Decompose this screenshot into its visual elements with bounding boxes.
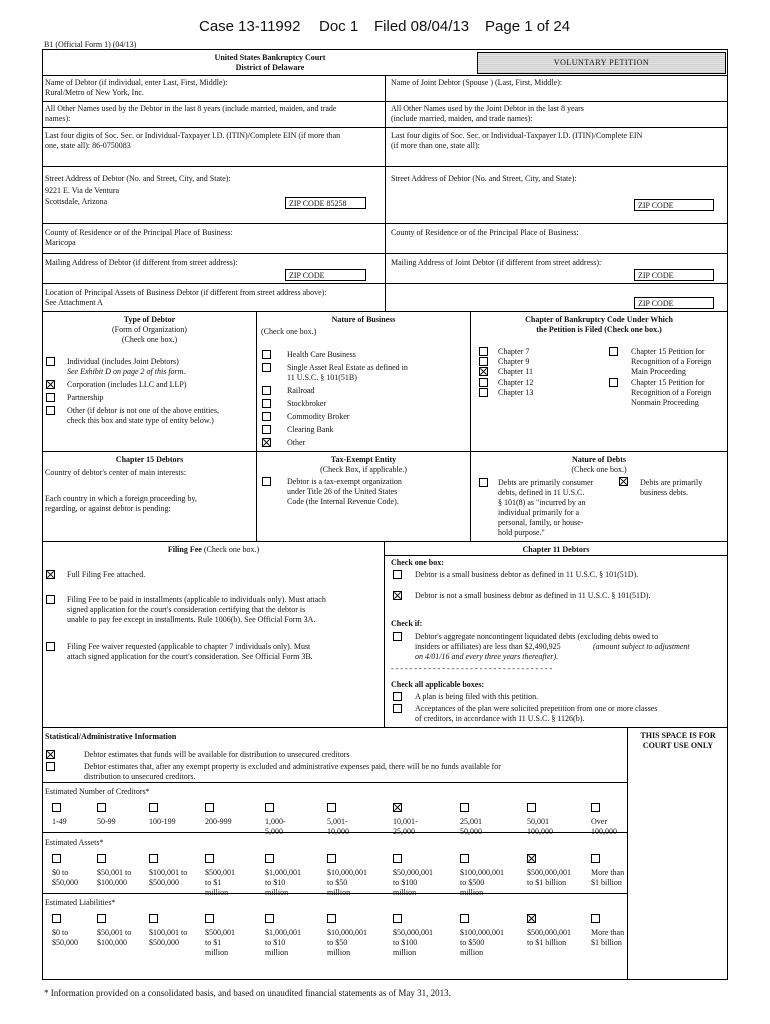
type-corporation-label: Corporation (includes LLC and LLP) [67,380,187,389]
type-partnership-checkbox[interactable] [46,393,55,402]
ch11-dashes: - - - - - - - - - - - - - - - - - - - - - - - - - - - - - - - - - - - [391,664,553,673]
creditors-range-checkbox[interactable] [327,803,336,812]
fee-waiver-checkbox[interactable] [46,642,55,651]
location-zip: ZIP CODE [634,297,714,309]
plan-filed-checkbox[interactable] [393,692,402,701]
liabilities-range-label: $500,000,001 to $1 billion [527,928,571,947]
chapter-15-main-label: Chapter 15 Petition for Recognition of a Foreign Main Proceeding [631,347,712,376]
other-names-label: All Other Names used by the Debtor in the last 8 years (include married, maiden, and trade names): [45,104,337,123]
fee-full-checkbox[interactable] [46,570,55,579]
small-business-checkbox[interactable] [393,570,402,579]
ch11-check-one: Check one box: [391,558,444,567]
not-small-business-label: Debtor is not a small business debtor as defined in 11 U.S.C. § 101(51D). [415,591,651,600]
tax-exempt-label: Debtor is a tax-exempt organization under Title 26 of the United States Code (the Internal Revenue Code). [287,477,402,506]
creditors-range-label: 5,001- [327,817,348,826]
assets-range-checkbox[interactable] [97,854,106,863]
ssn-label: Last four digits of Soc. Sec. or Individual-Taxpayer I.D. (ITIN)/Complete EIN (if more than one, state all): 86-0750083 [45,131,341,150]
assets-range-checkbox[interactable] [527,854,536,863]
form-id: B1 (Official Form 1) (04/13) [44,40,137,49]
assets-range-label: More than $1 billion [591,868,625,887]
aggregate-debts-label: Debtor's aggregate noncontingent liquidated debts (excluding debts owed to insiders or affiliates) are less than $2,490,925 [415,632,659,651]
county-label: County of Residence or of the Principal Place of Business: [45,228,233,237]
nob-commodity-checkbox[interactable] [262,412,271,421]
type-of-debtor-sub1: (Form of Organization) [112,325,187,334]
liabilities-range-checkbox[interactable] [265,914,274,923]
ch11-check-if: Check if: [391,619,423,628]
fee-full-label: Full Filing Fee attached. [67,570,146,579]
aggregate-debts-checkbox[interactable] [393,632,402,641]
creditors-label: Estimated Number of Creditors* [45,787,150,796]
funds-available-checkbox[interactable] [46,750,55,759]
ch15-country: Country of debtor's center of main interests: [45,468,186,477]
liabilities-range-label: $100,001 to $500,000 [149,928,188,947]
creditors-range-checkbox[interactable] [393,803,402,812]
chapter-9-checkbox[interactable] [479,357,488,366]
county-value: Maricopa [45,238,76,247]
nature-debts-sub: (Check one box.) [571,465,627,474]
filing-fee-title: Filing Fee (Check one box.) [167,545,260,554]
no-funds-checkbox[interactable] [46,762,55,771]
street-label: Street Address of Debtor (No. and Street, City, and State): [45,174,231,183]
consumer-debts-checkbox[interactable] [479,478,488,487]
liabilities-range-checkbox[interactable] [527,914,536,923]
business-debts-label: Debts are primarily business debts. [640,478,703,497]
liabilities-range-label: $0 to $50,000 [52,928,78,947]
liabilities-range-label: $50,001 to $100,000 [97,928,132,947]
assets-range-label: $50,000,001 to $100 [393,868,433,887]
creditors-range-checkbox[interactable] [97,803,106,812]
creditors-range-checkbox[interactable] [149,803,158,812]
joint-ssn-label: Last four digits of Soc. Sec. or Individual-Taxpayer I.D. (ITIN)/Complete EIN (if more than one, state all): [391,131,643,150]
creditors-range-checkbox[interactable] [527,803,536,812]
plan-filed-label: A plan is being filed with this petition. [415,692,539,701]
assets-range-label: $500,000,001 to $1 billion [527,868,571,887]
assets-range-checkbox[interactable] [265,854,274,863]
footnote: * Information provided on a consolidated basis, and based on unaudited financial statements as of May 31, 2013. [44,988,451,998]
assets-label: Estimated Assets* [45,838,104,847]
court-name: United States Bankruptcy Court [214,53,326,62]
liabilities-range-checkbox[interactable] [460,914,469,923]
chapter-title2: the Petition is Filed (Check one box.) [536,325,662,334]
liabilities-range-checkbox[interactable] [97,914,106,923]
chapter-15-nonmain-label: Chapter 15 Petition for Recognition of a Foreign Nonmain Proceeding [631,378,712,407]
case-number: Case 13-11992 [199,18,301,35]
chapter-13-checkbox[interactable] [479,388,488,397]
nob-railroad-checkbox[interactable] [262,386,271,395]
type-corporation-checkbox[interactable] [46,380,55,389]
funds-available-label: Debtor estimates that funds will be available for distribution to unsecured creditors [84,750,350,759]
creditors-range-label: 50,001 [527,817,549,826]
chapter-11-label: Chapter 11 [498,367,534,376]
mailing-zip: ZIP CODE [285,269,366,281]
assets-range-label: $0 to $50,000 [52,868,78,887]
assets-range-checkbox[interactable] [591,854,600,863]
chapter-7-checkbox[interactable] [479,347,488,356]
nob-clearing-label: Clearing Bank [287,425,334,434]
creditors-range-label: 10,001- [393,817,418,826]
liabilities-range-checkbox[interactable] [52,914,61,923]
liabilities-range-label: $100,000,001 to $500 million [460,928,504,957]
court-use-only: THIS SPACE IS FOR COURT USE ONLY [640,731,716,750]
creditors-range-checkbox[interactable] [52,803,61,812]
joint-zip: ZIP CODE [634,199,714,211]
nob-health-label: Health Care Business [287,350,356,359]
nob-other-label: Other [287,438,306,447]
debtor-zip: ZIP CODE 85258 [285,197,366,209]
statistical-title: Statistical/Administrative Information [45,732,177,741]
liabilities-range-checkbox[interactable] [591,914,600,923]
liabilities-range-label: More than $1 billion [591,928,625,947]
acceptances-label: Acceptances of the plan were solicited prepetition from one or more classes of creditors, in accordance with 11 U.S.C. § 1126(b). [415,704,658,723]
nob-commodity-label: Commodity Broker [287,412,350,421]
type-other-checkbox[interactable] [46,406,55,415]
chapter-11-checkbox[interactable] [479,367,488,376]
chapter-15-main-checkbox[interactable] [609,347,618,356]
assets-range-label: $10,000,001 to $50 [327,868,367,887]
type-partnership-label: Partnership [67,393,104,402]
type-individual-note: See Exhibit D on page 2 of this form. [67,367,186,376]
ch15-each: Each country in which a foreign proceeding by, regarding, or against debtor is pending: [45,494,197,513]
court-district: District of Delaware [235,63,305,72]
liabilities-range-label: $500,001 to $1 million [205,928,235,957]
not-small-business-checkbox[interactable] [393,591,402,600]
creditors-range-label: 1-49 [52,817,67,826]
assets-range-label: $500,001 to $1 [205,868,235,887]
nob-health-checkbox[interactable] [262,350,271,359]
location-label: Location of Principal Assets of Business Debtor (if different from street address above): [45,288,327,297]
debtor-name-label: Name of Debtor (if individual, enter Last, First, Middle): [45,78,228,87]
assets-range-label: $100,001 to $500,000 [149,868,188,887]
tax-exempt-title: Tax-Exempt Entity [330,455,397,464]
nob-stockbroker-checkbox[interactable] [262,399,271,408]
nature-business-title: Nature of Business [331,315,396,324]
street-line1: 9221 E. Via de Ventura [45,186,120,195]
type-of-debtor-sub2: (Check one box.) [121,335,178,344]
chapter-9-label: Chapter 9 [498,357,530,366]
liabilities-range-label: $1,000,001 to $10 million [265,928,301,957]
assets-range-checkbox[interactable] [327,854,336,863]
nob-real-estate-checkbox[interactable] [262,363,271,372]
assets-range-checkbox[interactable] [460,854,469,863]
liabilities-range-checkbox[interactable] [393,914,402,923]
liabilities-range-label: $50,000,001 to $100 million [393,928,433,957]
nob-real-estate-label: Single Asset Real Estate as defined in 11 U.S.C. § 101(51B) [287,363,408,382]
creditors-range-label: 1,000- [265,817,286,826]
ch15-title: Chapter 15 Debtors [115,455,184,464]
nature-debts-title: Nature of Debts [571,455,627,464]
type-other-label: Other (if debtor is not one of the above entities, check this box and state type of entity below.) [67,406,219,425]
type-individual-label: Individual (includes Joint Debtors) [67,357,179,366]
street-line2: Scottsdale, Arizona [45,197,108,206]
ch11-title: Chapter 11 Debtors [522,545,590,554]
joint-mailing-label: Mailing Address of Joint Debtor (if different from street address): [391,258,602,267]
chapter-12-checkbox[interactable] [479,378,488,387]
doc-number: Doc 1 [319,18,359,35]
creditors-range-label: 200-999 [205,817,232,826]
nob-other-checkbox[interactable] [262,438,271,447]
creditors-range-label: 25,001 [460,817,482,826]
debtor-name-value: Rural/Metro of New York, Inc. [45,88,144,97]
chapter-15-nonmain-checkbox[interactable] [609,378,618,387]
liabilities-label: Estimated Liabilities* [45,898,116,907]
nature-business-sub: (Check one box.) [261,327,317,336]
type-individual-checkbox[interactable] [46,357,55,366]
fee-installments-label: Filing Fee to be paid in installments (applicable to individuals only). Must attach signed application for the court's consideration certifying that the debtor is unable to pay fee except in installments. Rule 1006(b). See Official Form 3A. [67,595,326,624]
assets-range-checkbox[interactable] [205,854,214,863]
tax-exempt-sub: (Check Box, if applicable.) [320,465,407,474]
mailing-label: Mailing Address of Debtor (if different from street address): [45,258,238,267]
joint-debtor-name-label: Name of Joint Debtor (Spouse ) (Last, First, Middle): [391,78,563,87]
consumer-debts-label: Debts are primarily consumer debts, defined in 11 U.S.C. § 101(8) as "incurred by an individual primarily for a personal, family, or house- hold purpose." [498,478,594,537]
small-business-label: Debtor is a small business debtor as defined in 11 U.S.C. § 101(51D). [415,570,639,579]
assets-range-label: $50,001 to $100,000 [97,868,132,887]
chapter-title1: Chapter of Bankruptcy Code Under Which [525,315,673,324]
chapter-12-label: Chapter 12 [498,378,534,387]
page-number: Page 1 of 24 [485,18,571,35]
creditors-range-checkbox[interactable] [591,803,600,812]
chapter-13-label: Chapter 13 [498,388,534,397]
fee-waiver-label: Filing Fee waiver requested (applicable to chapter 7 individuals only). Must attach signed application for the court's consideration. See Official Form 3B. [67,642,313,661]
chapter-7-label: Chapter 7 [498,347,530,356]
voluntary-petition-banner: VOLUNTARY PETITION [477,52,726,74]
filed-date: Filed 08/04/13 [374,18,470,35]
tax-exempt-checkbox[interactable] [262,477,271,486]
location-value: See Attachment A [45,298,103,307]
assets-range-checkbox[interactable] [149,854,158,863]
creditors-range-label: 50-99 [97,817,116,826]
assets-range-label: $100,000,001 to $500 [460,868,504,887]
assets-range-checkbox[interactable] [393,854,402,863]
business-debts-checkbox[interactable] [619,477,628,486]
creditors-range-label: 100-199 [149,817,176,826]
creditors-range-checkbox[interactable] [205,803,214,812]
aggregate-debts-note2: on 4/01/16 and every three years thereafter). [415,652,559,661]
liabilities-range-checkbox[interactable] [327,914,336,923]
no-funds-label: Debtor estimates that, after any exempt property is excluded and administrative expenses paid, there will be no funds available for distribution to unsecured creditors. [84,762,501,781]
creditors-range-checkbox[interactable] [265,803,274,812]
assets-range-label: $1,000,001 to $10 [265,868,301,887]
creditors-range-checkbox[interactable] [460,803,469,812]
nob-clearing-checkbox[interactable] [262,425,271,434]
creditors-range-label: Over [591,817,607,826]
acceptances-checkbox[interactable] [393,704,402,713]
liabilities-range-checkbox[interactable] [149,914,158,923]
nob-railroad-label: Railroad [287,386,315,395]
ch11-check-all: Check all applicable boxes: [391,680,485,689]
nob-stockbroker-label: Stockbroker [287,399,327,408]
assets-range-checkbox[interactable] [52,854,61,863]
liabilities-range-checkbox[interactable] [205,914,214,923]
liabilities-range-label: $10,000,001 to $50 million [327,928,367,957]
joint-county-label: County of Residence or of the Principal Place of Business: [391,228,579,237]
joint-mailing-zip: ZIP CODE [634,269,714,281]
joint-other-names-label: All Other Names used by the Joint Debtor in the last 8 years (include married, maiden, and trade names): [391,104,584,123]
type-of-debtor-title: Type of Debtor [123,315,176,324]
aggregate-debts-note: (amount subject to adjustment [593,642,690,651]
joint-street-label: Street Address of Debtor (No. and Street, City, and State): [391,174,577,183]
fee-installments-checkbox[interactable] [46,595,55,604]
